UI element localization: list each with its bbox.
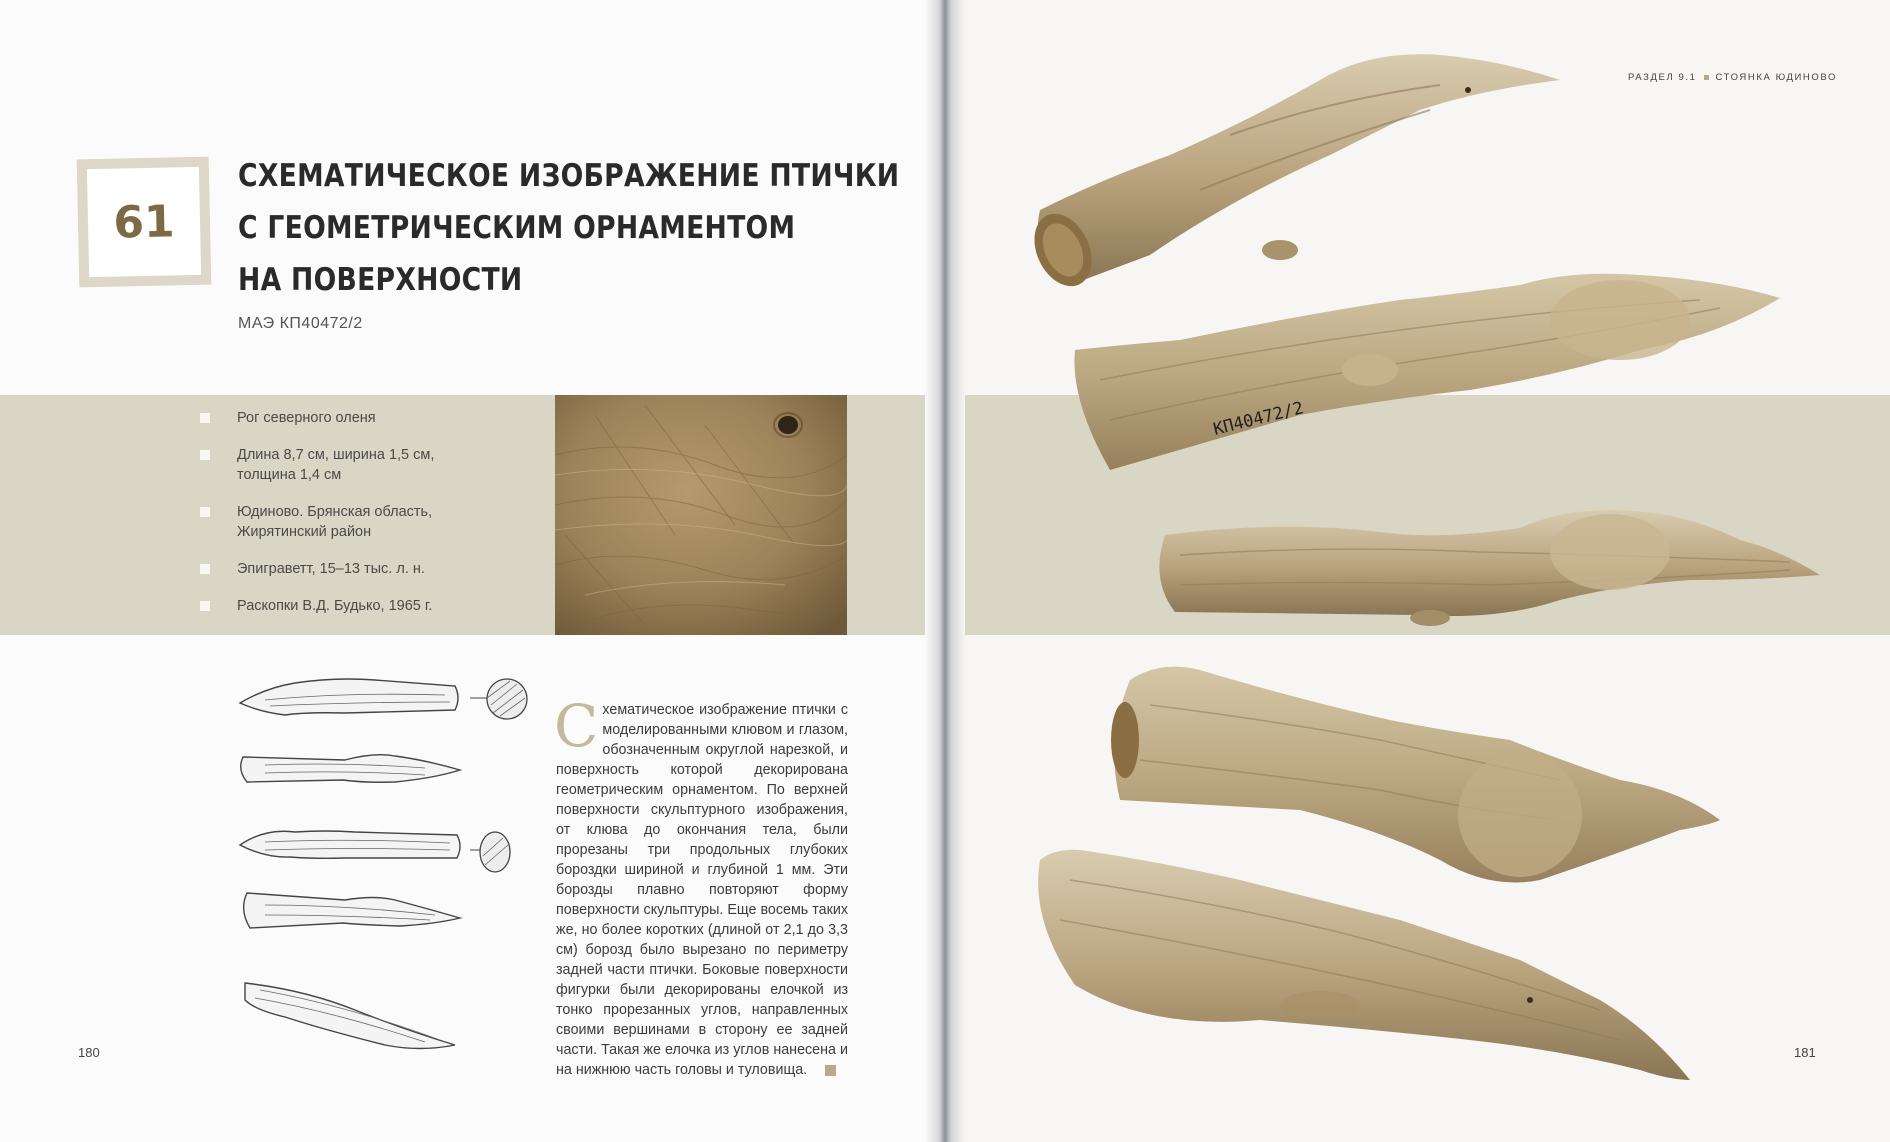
drop-cap: С xyxy=(554,692,599,760)
specimen-photos xyxy=(1000,40,1850,1100)
book-gutter xyxy=(925,0,965,1142)
entry-number-frame xyxy=(77,157,212,288)
title-line: С ГЕОМЕТРИЧЕСКИМ ОРНАМЕНТОМ xyxy=(238,210,796,246)
bullet-icon xyxy=(200,601,210,611)
fact-excavation: Раскопки В.Д. Будько, 1965 г. xyxy=(200,596,560,616)
description-body: хематическое изображение птички с моделированными клювом и глазом, обозначенным округлой нарезкой, и поверхность которой декорирована геометрическим орнаментом. По верхней поверхности скульптурного изображения, от клюва до окончания тела, были прорезаны три продольных глубоких бороздки шириной и глубиной 1 мм. Эти борозды плавно повторяют форму поверхности скульптуры. Еще восемь таких же, но более коротких (длиной от 2,1 до 3,3 см) борозд было вырезано по периметру задней части птички. Боковые поверхности фигурки были декорированы елочкой из тонко прорезанных углов, направленных своими вершинами в сторону ее задней части. Такая же елочка из углов нанесена и на нижнюю часть головы и туловища. xyxy=(556,702,848,1078)
end-mark-icon xyxy=(825,1065,836,1076)
fact-location: Юдиново. Брянская область, Жирятинский район xyxy=(200,502,457,542)
photo-view-5 xyxy=(1038,850,1690,1080)
bullet-icon xyxy=(200,450,210,460)
bullet-icon xyxy=(200,413,210,423)
title-line: СХЕМАТИЧЕСКОЕ ИЗОБРАЖЕНИЕ ПТИЧКИ xyxy=(238,158,900,194)
entry-number: 61 xyxy=(112,195,176,249)
surface-closeup-photo xyxy=(555,395,847,635)
photo-view-3 xyxy=(1159,510,1820,626)
photo-view-1 xyxy=(1023,54,1560,295)
page-number-left: 180 xyxy=(78,1045,100,1060)
specimen-label: КП40472/2 xyxy=(1211,398,1306,440)
facts-list xyxy=(200,408,560,633)
specimen-drawings xyxy=(225,660,545,1070)
page-number-right: 181 xyxy=(1794,1045,1816,1060)
fact-dimensions: Длина 8,7 см, ширина 1,5 см, толщина 1,4 см xyxy=(200,445,437,485)
description-text xyxy=(554,692,848,1080)
fact-dating: Эпиграветт, 15–13 тыс. л. н. xyxy=(200,559,560,579)
bullet-icon xyxy=(200,564,210,574)
title-line: НА ПОВЕРХНОСТИ xyxy=(238,262,523,298)
photo-view-2 xyxy=(1074,274,1780,470)
entry-title xyxy=(238,150,900,306)
bullet-icon xyxy=(200,507,210,517)
fact-material: Рог северного оленя xyxy=(200,408,560,428)
photo-view-4 xyxy=(1111,667,1720,883)
inventory-number: МАЭ КП40472/2 xyxy=(238,315,363,332)
running-head-section: РАЗДЕЛ 9.1 xyxy=(1628,72,1697,83)
running-head-site: СТОЯНКА ЮДИНОВО xyxy=(1715,72,1837,83)
